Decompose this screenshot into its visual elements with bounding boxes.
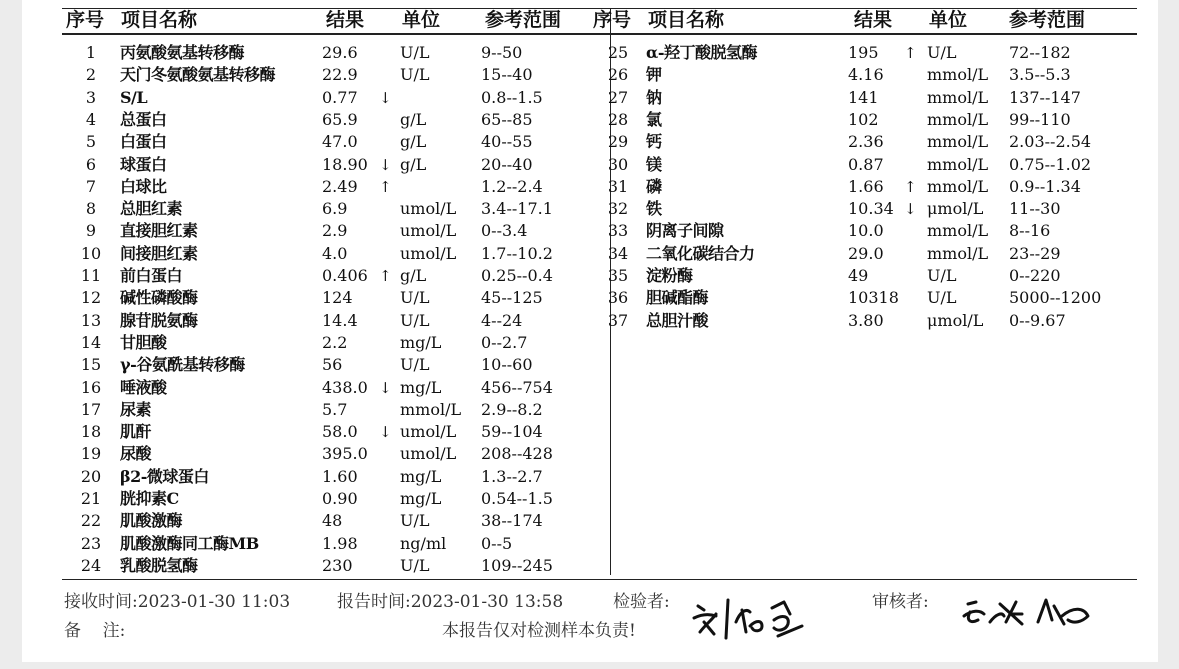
result-value: 56 — [322, 355, 343, 375]
reference-range: 3.5--5.3 — [1009, 65, 1071, 85]
item-name: 前白蛋白 — [120, 266, 183, 285]
row-number: 22 — [80, 511, 102, 531]
receive-time-line — [64, 591, 290, 613]
result-value: 195 — [848, 43, 879, 62]
row-number: 24 — [80, 555, 102, 575]
reference-range: 0--5 — [481, 533, 513, 553]
table-row — [22, 555, 1158, 577]
table-row — [22, 42, 1158, 64]
reference-range: 0.25--0.4 — [481, 266, 553, 285]
table-row — [22, 287, 1158, 309]
unit: mmol/L — [927, 154, 989, 174]
row-number: 3 — [85, 87, 97, 107]
reference-range: 2.03--2.54 — [1009, 132, 1092, 152]
header-no: 序号 — [66, 9, 105, 31]
unit: U/L — [400, 65, 430, 85]
unit: umol/L — [400, 243, 457, 263]
row-number: 6 — [85, 154, 97, 174]
unit: U/L — [927, 43, 957, 62]
item-name: 肌酸激酶同工酶MB — [120, 533, 259, 553]
reference-range: 15--40 — [481, 65, 533, 85]
item-name: 阴离子间隙 — [646, 221, 724, 241]
result-flag: ↓ — [379, 88, 392, 107]
unit: mmol/L — [927, 109, 989, 129]
row-number: 35 — [607, 266, 629, 285]
row-number: 17 — [80, 399, 102, 419]
reference-range: 4--24 — [481, 310, 523, 330]
reference-range: 72--182 — [1009, 43, 1071, 62]
reference-range: 10--60 — [481, 355, 533, 375]
result-flag: ↑ — [904, 44, 917, 62]
row-number: 37 — [607, 310, 629, 330]
report-label: 报告时间: — [337, 592, 411, 612]
item-name: 甘胆酸 — [120, 332, 167, 352]
reference-range: 9--50 — [481, 43, 523, 62]
item-name: 铁 — [646, 199, 662, 219]
row-number: 23 — [80, 533, 102, 553]
unit: mmol/L — [927, 221, 989, 241]
reference-range: 11--30 — [1009, 199, 1061, 219]
table-row — [22, 87, 1158, 109]
result-value: 48 — [322, 511, 343, 531]
unit: g/L — [400, 109, 427, 129]
row-number: 28 — [607, 109, 629, 129]
receive-label: 接收时间: — [64, 592, 138, 612]
reference-range: 208--428 — [481, 444, 553, 464]
row-number: 13 — [80, 310, 102, 330]
reference-range: 109--245 — [481, 555, 553, 575]
result-value: 141 — [848, 87, 879, 107]
item-name: 肌酸激酶 — [120, 511, 183, 531]
unit: U/L — [400, 511, 430, 531]
header-result: 结果 — [854, 9, 893, 31]
result-value: 0.87 — [848, 154, 884, 174]
row-number: 29 — [607, 132, 629, 152]
item-name: 乳酸脱氢酶 — [120, 555, 198, 575]
item-name: 丙氨酸氨基转移酶 — [120, 43, 245, 62]
item-name: 镁 — [646, 154, 662, 174]
result-value: 395.0 — [322, 444, 368, 464]
unit: mmol/L — [927, 176, 989, 196]
reference-range: 0--9.67 — [1009, 310, 1066, 330]
result-value: 0.90 — [322, 489, 358, 508]
reference-range: 0.54--1.5 — [481, 489, 553, 508]
row-number: 9 — [85, 221, 97, 241]
reference-range: 99--110 — [1009, 109, 1071, 129]
reviewer-signature — [942, 592, 1112, 632]
row-number: 36 — [607, 288, 629, 308]
unit: U/L — [400, 555, 430, 575]
unit: U/L — [400, 355, 430, 375]
result-flag: ↓ — [379, 378, 392, 397]
result-value: 102 — [848, 109, 879, 129]
reference-range: 38--174 — [481, 511, 543, 531]
item-name: 氯 — [646, 109, 662, 129]
unit: mg/L — [400, 489, 442, 508]
result-value: 10318 — [848, 288, 899, 308]
table-row — [22, 198, 1158, 220]
unit: mg/L — [400, 466, 442, 486]
reference-range: 0--3.4 — [481, 221, 528, 241]
result-value: 2.36 — [848, 132, 884, 152]
result-value: 4.0 — [322, 243, 348, 263]
unit: umol/L — [400, 422, 457, 442]
reference-range: 0.8--1.5 — [481, 87, 543, 107]
reference-range: 3.4--17.1 — [481, 199, 553, 219]
unit: umol/L — [400, 199, 457, 219]
table-row — [22, 154, 1158, 176]
table-row — [22, 109, 1158, 131]
table-row — [22, 443, 1158, 465]
reference-range: 1.2--2.4 — [481, 176, 543, 196]
row-number: 15 — [80, 355, 102, 375]
unit: ng/ml — [400, 533, 447, 553]
table-row — [22, 377, 1158, 399]
result-value: 65.9 — [322, 109, 358, 129]
item-name: 白蛋白 — [120, 132, 167, 152]
item-name: 天门冬氨酸氨基转移酶 — [120, 65, 276, 85]
item-name: 腺苷脱氨酶 — [120, 310, 198, 330]
report-time-line — [337, 591, 563, 613]
row-number: 2 — [85, 65, 97, 85]
unit: U/L — [927, 288, 957, 308]
row-number: 10 — [80, 243, 102, 263]
unit: umol/L — [400, 444, 457, 464]
table-row — [22, 243, 1158, 265]
table-row — [22, 421, 1158, 443]
unit: U/L — [400, 310, 430, 330]
result-flag: ↓ — [379, 423, 392, 442]
table-row — [22, 533, 1158, 555]
row-number: 8 — [85, 199, 97, 219]
table-row — [22, 510, 1158, 532]
unit: mmol/L — [927, 65, 989, 85]
table-row — [22, 332, 1158, 354]
reference-range: 456--754 — [481, 377, 553, 397]
result-flag: ↑ — [904, 177, 917, 196]
result-value: 1.66 — [848, 176, 884, 196]
reference-range: 23--29 — [1009, 243, 1061, 263]
unit: mmol/L — [927, 132, 989, 152]
result-flag: ↓ — [379, 155, 392, 174]
item-name: 磷 — [646, 176, 662, 196]
result-value: 0.77 — [322, 87, 358, 107]
header-name: 项目名称 — [121, 9, 198, 31]
result-value: 230 — [322, 555, 353, 575]
reference-range: 8--16 — [1009, 221, 1051, 241]
item-name: 尿素 — [120, 399, 152, 419]
remark-label: 备 注: — [64, 621, 126, 641]
unit: mmol/L — [927, 243, 989, 263]
result-value: 438.0 — [322, 377, 368, 397]
reference-range: 5000--1200 — [1009, 288, 1102, 308]
header-range: 参考范围 — [1009, 9, 1086, 31]
result-value: 2.2 — [322, 332, 348, 352]
result-flag: ↑ — [379, 267, 392, 285]
item-name: 总胆汁酸 — [646, 310, 709, 330]
result-value: 5.7 — [322, 399, 348, 419]
result-flag: ↑ — [379, 177, 392, 196]
result-value: 29.6 — [322, 43, 358, 62]
result-value: 49 — [848, 266, 869, 285]
item-name: 总胆红素 — [120, 199, 183, 219]
row-number: 18 — [80, 422, 102, 442]
item-name: β2-微球蛋白 — [120, 466, 209, 486]
row-number: 20 — [80, 466, 102, 486]
result-value: 1.98 — [322, 533, 358, 553]
reference-range: 1.3--2.7 — [481, 466, 543, 486]
reference-range: 0--2.7 — [481, 332, 528, 352]
result-value: 14.4 — [322, 310, 358, 330]
result-value: 4.16 — [848, 65, 884, 85]
header-result: 结果 — [326, 9, 365, 31]
row-number: 12 — [80, 288, 102, 308]
row-number: 5 — [85, 132, 97, 152]
lab-report — [22, 0, 1158, 662]
result-value: 0.406 — [322, 266, 368, 285]
unit: mg/L — [400, 377, 442, 397]
table-row — [22, 220, 1158, 242]
examiner-label: 检验者: — [613, 592, 670, 612]
examiner-signature — [690, 592, 820, 642]
table-row — [22, 64, 1158, 86]
item-name: 胱抑素C — [120, 489, 179, 508]
reference-range: 137--147 — [1009, 87, 1081, 107]
row-number: 11 — [80, 266, 102, 285]
table-row — [22, 466, 1158, 488]
unit: μmol/L — [927, 199, 984, 219]
result-value: 2.49 — [322, 176, 358, 196]
row-number: 16 — [80, 377, 102, 397]
result-value: 22.9 — [322, 65, 358, 85]
result-flag: ↓ — [904, 200, 917, 219]
item-name: 胆碱酯酶 — [646, 288, 709, 308]
disclaimer: 本报告仅对检测样本负责! — [442, 621, 636, 641]
item-name: S/L — [120, 87, 148, 107]
row-number: 25 — [607, 43, 629, 62]
row-number: 14 — [80, 332, 102, 352]
reference-range: 2.9--8.2 — [481, 399, 543, 419]
table-row — [22, 488, 1158, 510]
reference-range: 1.7--10.2 — [481, 243, 553, 263]
row-number: 27 — [607, 87, 629, 107]
row-number: 31 — [607, 176, 629, 196]
reference-range: 40--55 — [481, 132, 533, 152]
report-time: 2023-01-30 13:58 — [410, 592, 564, 612]
result-value: 10.34 — [848, 199, 894, 219]
result-value: 47.0 — [322, 132, 358, 152]
row-number: 4 — [85, 109, 97, 129]
reviewer-label: 审核者: — [872, 592, 929, 612]
unit: U/L — [400, 288, 430, 308]
table-row — [22, 399, 1158, 421]
unit: g/L — [400, 132, 427, 152]
reference-range: 0.9--1.34 — [1009, 176, 1081, 196]
row-number: 7 — [85, 176, 97, 196]
reference-range: 65--85 — [481, 109, 533, 129]
item-name: 总蛋白 — [120, 109, 167, 129]
table-row — [22, 131, 1158, 153]
header-range: 参考范围 — [485, 9, 562, 31]
reference-range: 0.75--1.02 — [1009, 154, 1092, 174]
item-name: γ-谷氨酰基转移酶 — [120, 355, 245, 375]
reference-range: 45--125 — [481, 288, 543, 308]
item-name: 尿酸 — [120, 444, 152, 464]
item-name: 钾 — [646, 65, 662, 85]
result-value: 18.90 — [322, 154, 368, 174]
row-number: 32 — [607, 199, 629, 219]
result-value: 58.0 — [322, 422, 358, 442]
item-name: 淀粉酶 — [646, 266, 693, 285]
unit: mmol/L — [927, 87, 989, 107]
result-value: 3.80 — [848, 310, 884, 330]
result-value: 29.0 — [848, 243, 884, 263]
unit: mg/L — [400, 332, 442, 352]
reference-range: 0--220 — [1009, 266, 1061, 285]
item-name: 白球比 — [120, 176, 167, 196]
unit: U/L — [400, 43, 430, 62]
item-name: 钙 — [646, 132, 662, 152]
unit: umol/L — [400, 221, 457, 241]
table-row — [22, 176, 1158, 198]
result-value: 10.0 — [848, 221, 884, 241]
row-number: 26 — [607, 65, 629, 85]
reference-range: 20--40 — [481, 154, 533, 174]
row-number: 19 — [80, 444, 102, 464]
item-name: 唾液酸 — [120, 377, 167, 397]
table-row — [22, 265, 1158, 287]
item-name: 直接胆红素 — [120, 221, 198, 241]
result-value: 124 — [322, 288, 353, 308]
item-name: 间接胆红素 — [120, 243, 198, 263]
header-unit: 单位 — [402, 9, 441, 31]
unit: U/L — [927, 266, 957, 285]
result-value: 2.9 — [322, 221, 348, 241]
reference-range: 59--104 — [481, 422, 543, 442]
header-name: 项目名称 — [648, 9, 725, 31]
unit: mmol/L — [400, 399, 462, 419]
header-no: 序号 — [593, 9, 632, 31]
row-number: 1 — [85, 43, 97, 62]
unit: g/L — [400, 266, 427, 285]
unit: g/L — [400, 154, 427, 174]
row-number: 21 — [80, 489, 102, 508]
header-unit: 单位 — [929, 9, 968, 31]
row-number: 33 — [607, 221, 629, 241]
item-name: 球蛋白 — [120, 154, 167, 174]
result-value: 1.60 — [322, 466, 358, 486]
row-number: 30 — [607, 154, 629, 174]
row-number: 34 — [607, 243, 629, 263]
item-name: α-羟丁酸脱氢酶 — [646, 43, 757, 62]
bottom-rule — [62, 579, 1137, 580]
header-rule — [62, 33, 1137, 35]
item-name: 碱性磷酸酶 — [120, 288, 198, 308]
item-name: 钠 — [646, 87, 662, 107]
result-value: 6.9 — [322, 199, 348, 219]
unit: μmol/L — [927, 310, 984, 330]
item-name: 肌酐 — [120, 422, 152, 442]
table-row — [22, 310, 1158, 332]
item-name: 二氧化碳结合力 — [646, 243, 755, 263]
receive-time: 2023-01-30 11:03 — [137, 592, 291, 612]
table-row — [22, 354, 1158, 376]
